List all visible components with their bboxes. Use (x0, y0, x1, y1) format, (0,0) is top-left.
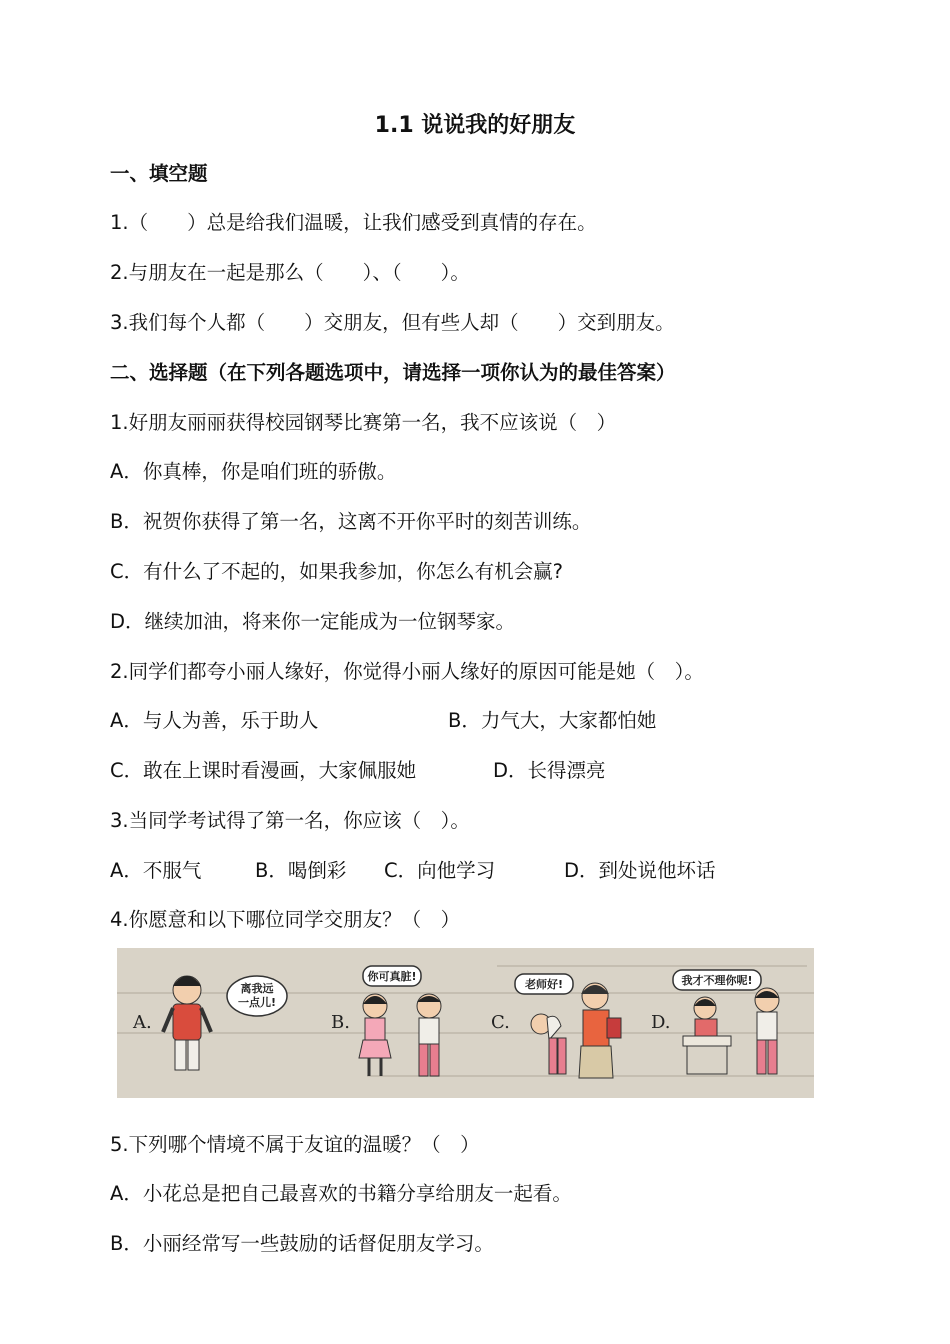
q1-option-c: C．有什么了不起的，如果我参加，你怎么有机会赢? (110, 560, 563, 583)
choice-question-1: 1.好朋友丽丽获得校园钢琴比赛第一名，我不应该说（ ） (110, 411, 617, 434)
q5-option-b: B．小丽经常写一些鼓励的话督促朋友学习。 (110, 1232, 494, 1255)
q5-option-a: A．小花总是把自己最喜欢的书籍分享给朋友一起看。 (110, 1182, 572, 1205)
fill-question-3: 3.我们每个人都（ ）交朋友，但有些人却（ ）交到朋友。 (110, 311, 675, 334)
bubble-b: 你可真脏! (367, 970, 417, 983)
q2-option-b: B．力气大，大家都怕她 (448, 709, 657, 732)
q3-option-d: D．到处说他坏话 (564, 859, 716, 882)
fill-question-1: 1.（ ）总是给我们温暖，让我们感受到真情的存在。 (110, 211, 597, 234)
q3-option-c: C．向他学习 (384, 859, 496, 882)
q1-option-a: A．你真棒，你是咱们班的骄傲。 (110, 460, 397, 483)
q4-illustration (117, 948, 814, 1098)
label-a: A. (133, 1012, 152, 1033)
scene-d (651, 970, 779, 1074)
section2-heading: 二、选择题（在下列各题选项中，请选择一项你认为的最佳答案） (110, 361, 676, 384)
q1-option-b: B．祝贺你获得了第一名，这离不开你平时的刻苦训练。 (110, 510, 592, 533)
choice-question-5: 5.下列哪个情境不属于友谊的温暖？（ ） (110, 1133, 480, 1156)
bubble-d: 我才不理你呢! (681, 974, 753, 987)
q2-options-row2 (110, 757, 810, 785)
q2-option-a: A．与人为善，乐于助人 (110, 709, 319, 732)
bubble-a-line1: 离我远 (240, 982, 274, 995)
fill-question-2: 2.与朋友在一起是那么（ ）、（ ）。 (110, 261, 470, 284)
choice-question-2: 2.同学们都夸小丽人缘好，你觉得小丽人缘好的原因可能是她（ ）。 (110, 660, 704, 683)
bubble-c: 老师好! (524, 978, 564, 991)
scene-b (331, 966, 441, 1076)
bubble-a-line2: 一点儿! (237, 996, 277, 1009)
q2-options-row1 (110, 707, 810, 735)
q2-option-d: D．长得漂亮 (493, 759, 606, 782)
section1-heading: 一、填空题 (110, 162, 208, 185)
choice-question-4: 4.你愿意和以下哪位同学交朋友？（ ） (110, 908, 461, 931)
q1-option-d: D．继续加油，将来你一定能成为一位钢琴家。 (110, 610, 516, 633)
label-b: B. (331, 1012, 350, 1033)
label-c: C. (491, 1012, 510, 1033)
choice-question-3: 3.当同学考试得了第一名，你应该（ ）。 (110, 809, 470, 832)
q3-options-row (110, 857, 830, 885)
scene-a (132, 976, 287, 1070)
q3-option-b: B．喝倒彩 (255, 859, 347, 882)
label-d: D. (651, 1012, 671, 1033)
q2-option-c: C．敢在上课时看漫画，大家佩服她 (110, 759, 417, 782)
page-title: 1.1 说说我的好朋友 (374, 113, 576, 138)
scene-c (491, 974, 621, 1078)
q3-option-a: A．不服气 (110, 859, 202, 882)
